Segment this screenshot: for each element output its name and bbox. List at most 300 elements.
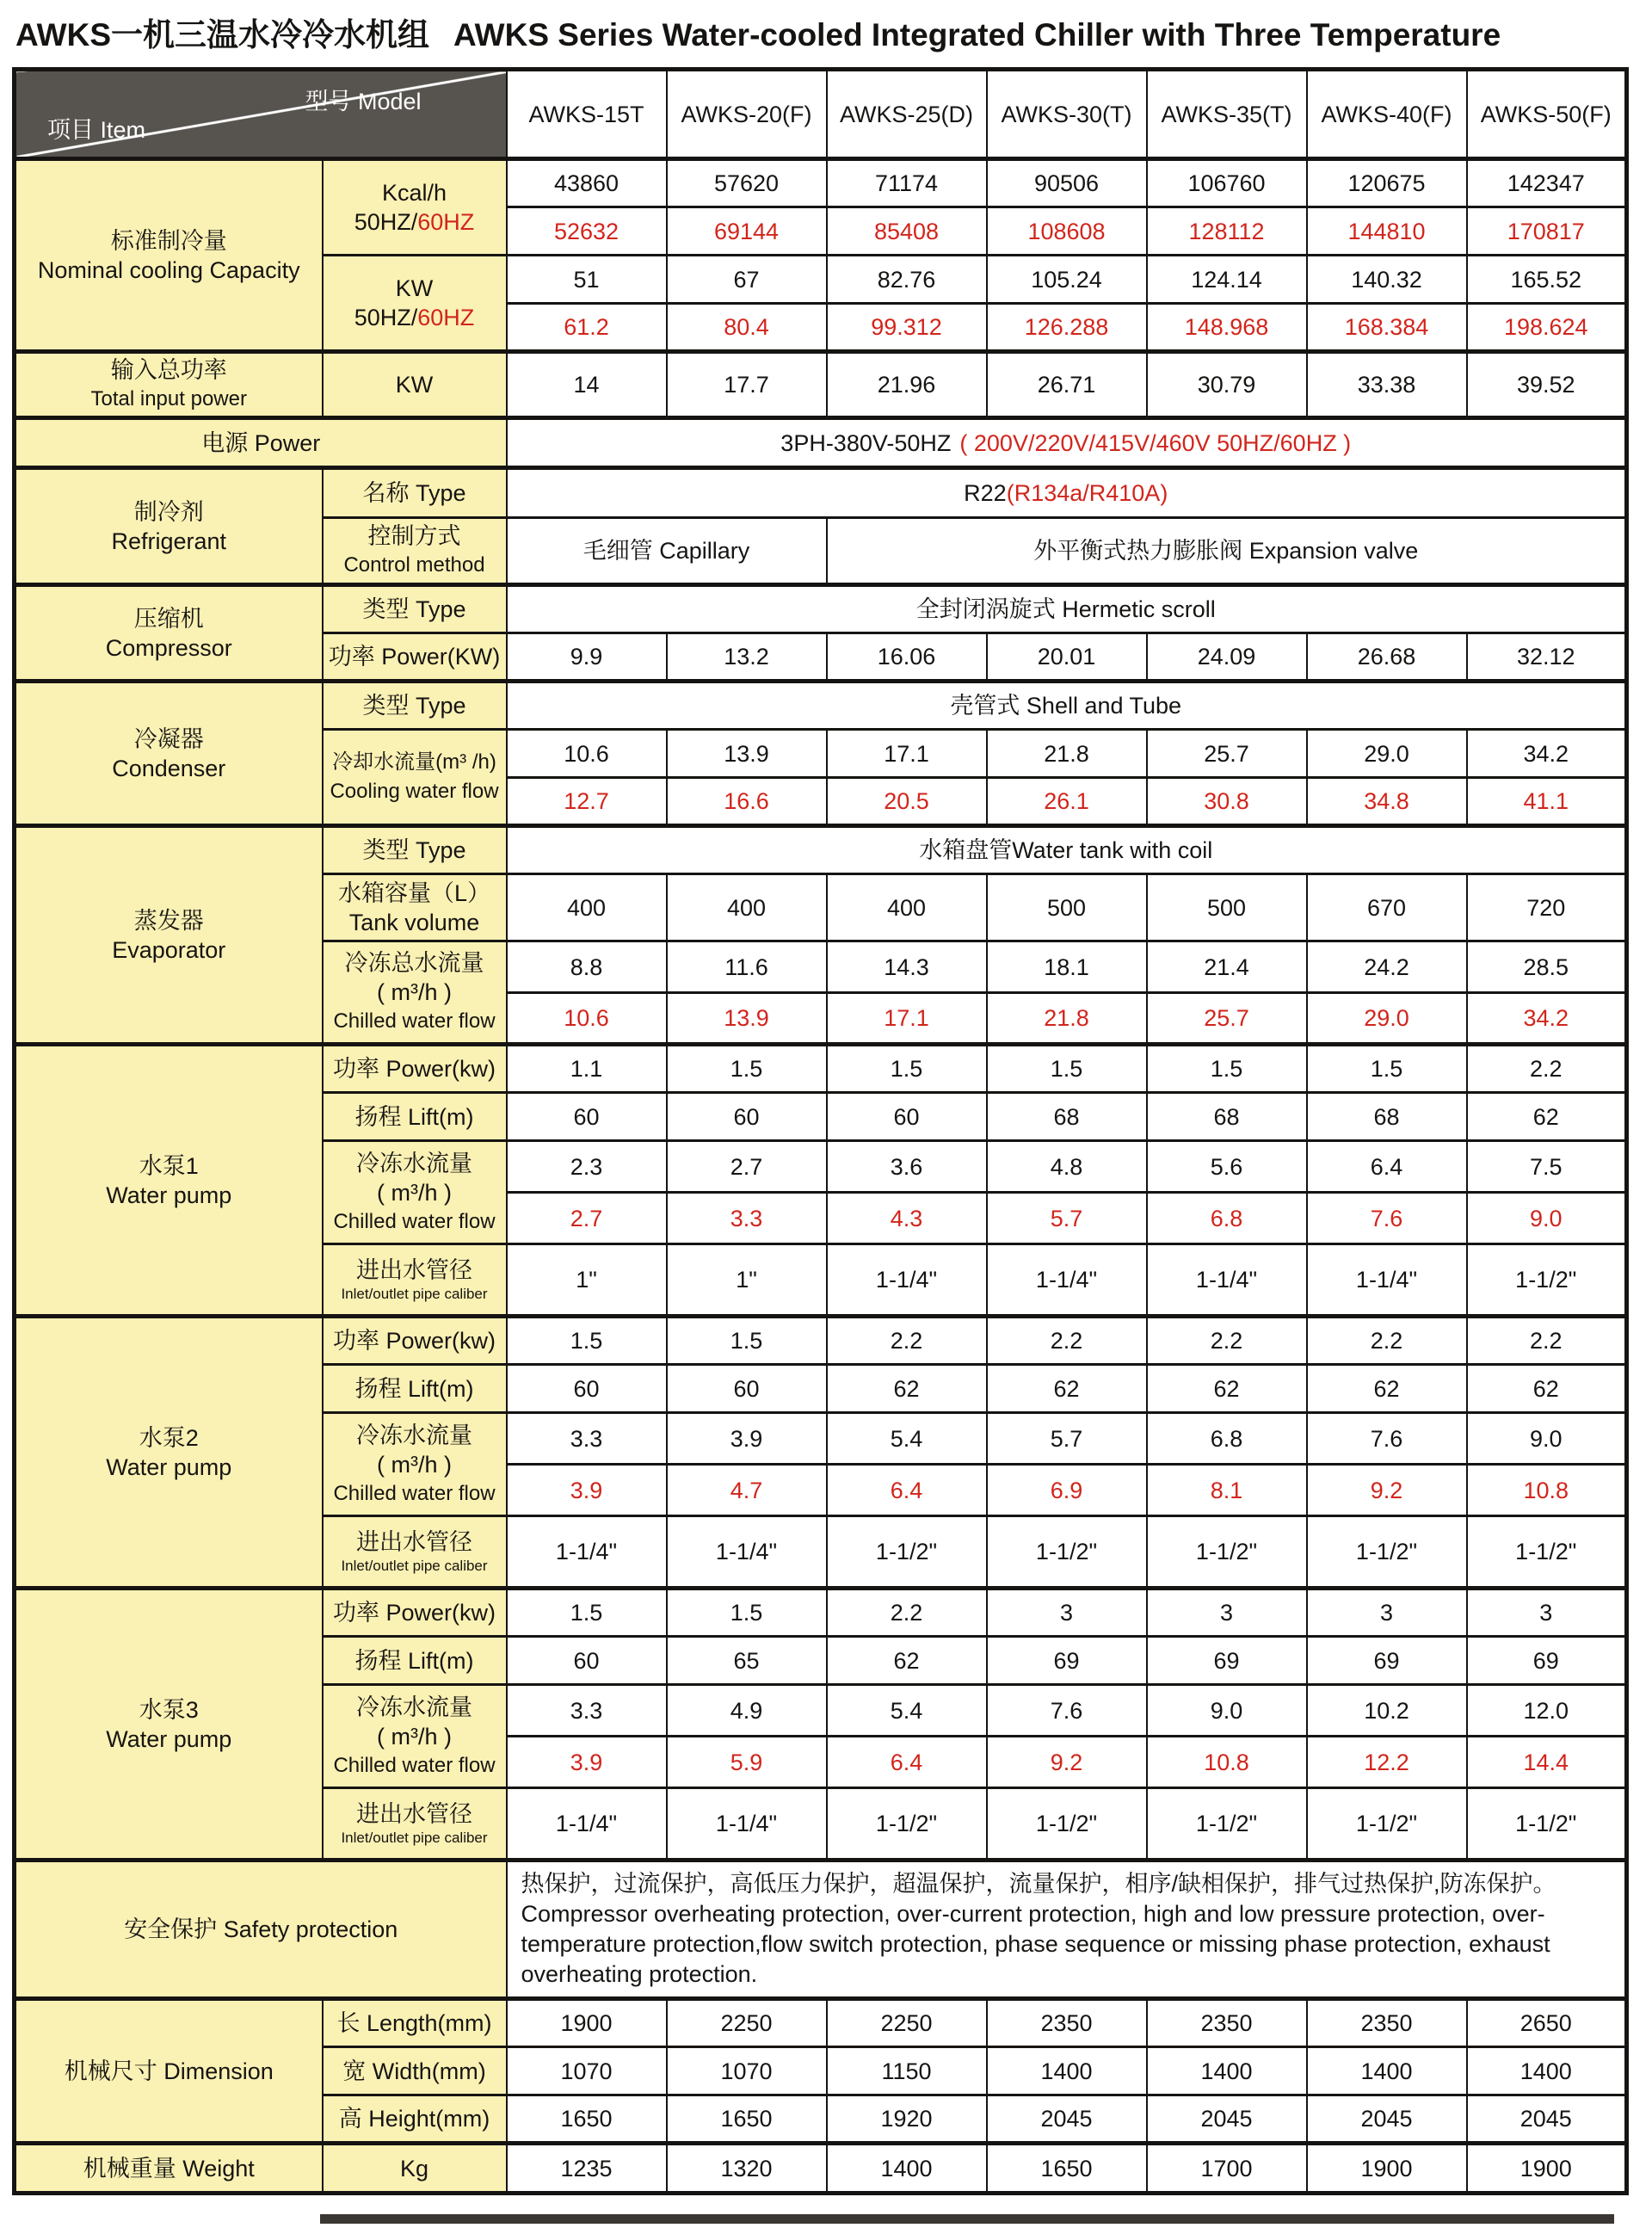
label-weight-unit: Kg <box>323 2144 507 2194</box>
cooling-kw-60hz-value: 198.624 <box>1467 304 1627 352</box>
pump2-pipe-value: 1-1/2" <box>827 1516 987 1589</box>
pump3-lift-value: 69 <box>1467 1637 1627 1685</box>
model-header-label: 型号 Model <box>305 89 422 114</box>
pump2-flow-50hz-value: 3.9 <box>667 1413 827 1465</box>
pump1-pipe-value: 1-1/4" <box>1307 1244 1467 1317</box>
condenser-flow-60hz-value: 16.6 <box>667 778 827 826</box>
flow-label-en: Cooling water flow <box>330 780 499 803</box>
pump2-flow-50hz-value: 5.4 <box>827 1413 987 1465</box>
pump2-power-value: 2.2 <box>827 1317 987 1365</box>
evaporator-flow-60hz-value: 21.8 <box>987 993 1147 1045</box>
cooling-kw-50hz-value: 67 <box>667 256 827 304</box>
table-row <box>15 159 1627 207</box>
evaporator-flow-50hz-value: 11.6 <box>667 941 827 993</box>
pump3-pipe-value: 1-1/2" <box>1147 1788 1307 1861</box>
dimension-length-value: 2250 <box>667 1999 827 2047</box>
pump1-flow-50hz-value: 6.4 <box>1307 1141 1467 1193</box>
pump3-pipe-value: 1-1/4" <box>507 1788 667 1861</box>
model-header-cell: AWKS-50(F) <box>1467 70 1627 159</box>
flow-label-cn: 冷却水流量(m³ /h) <box>332 750 496 774</box>
pump1-power-value: 1.5 <box>827 1045 987 1093</box>
pump3-power-value: 3 <box>1467 1589 1627 1637</box>
dimension-length-value: 2350 <box>987 1999 1147 2047</box>
pump1-flow-60hz-value: 6.8 <box>1147 1193 1307 1244</box>
input-power-value: 30.79 <box>1147 352 1307 418</box>
pump1-flow-50hz-value: 4.8 <box>987 1141 1147 1193</box>
model-header-cell: AWKS-25(D) <box>827 70 987 159</box>
condenser-type-value: 壳管式 Shell and Tube <box>507 682 1627 730</box>
pump2-pipe-value: 1-1/2" <box>1467 1516 1627 1589</box>
pump3-flow-60hz-value: 3.9 <box>507 1737 667 1788</box>
compressor-power-value: 16.06 <box>827 633 987 682</box>
category-label-en: Total input power <box>90 387 247 410</box>
pump1-lift-value: 62 <box>1467 1093 1627 1141</box>
dimension-width-value: 1150 <box>827 2047 987 2095</box>
compressor-power-value: 9.9 <box>507 633 667 682</box>
table-row <box>15 1589 1627 1637</box>
category-label-cn: 压缩机 <box>133 605 204 632</box>
header-corner-cell <box>15 70 507 159</box>
label-pump1-lift: 扬程 Lift(m) <box>323 1093 507 1141</box>
unit-label: Kcal/h <box>381 180 447 206</box>
dimension-height-value: 2045 <box>1147 2095 1307 2144</box>
weight-value: 1320 <box>667 2144 827 2194</box>
category-label-cn: 冷凝器 <box>133 725 204 752</box>
table-row <box>15 418 1627 468</box>
evaporator-flow-60hz-value: 17.1 <box>827 993 987 1045</box>
pump1-flow-60hz-value: 7.6 <box>1307 1193 1467 1244</box>
dimension-width-value: 1400 <box>1147 2047 1307 2095</box>
pump2-flow-50hz-value: 3.3 <box>507 1413 667 1465</box>
unit-label: KW <box>395 275 434 301</box>
pump3-lift-value: 60 <box>507 1637 667 1685</box>
table-row <box>15 1045 1627 1093</box>
pipe-label-en: Inlet/outlet pipe caliber <box>341 1286 488 1302</box>
pipe-label-en: Inlet/outlet pipe caliber <box>341 1830 488 1846</box>
pump1-power-value: 1.5 <box>987 1045 1147 1093</box>
condenser-flow-60hz-value: 34.8 <box>1307 778 1467 826</box>
category-label-en: Nominal cooling Capacity <box>37 256 300 283</box>
pump3-flow-50hz-value: 3.3 <box>507 1685 667 1737</box>
cooling-kw-50hz-value: 51 <box>507 256 667 304</box>
pump1-power-value: 2.2 <box>1467 1045 1627 1093</box>
pump2-lift-value: 60 <box>667 1365 827 1413</box>
pump1-flow-60hz-value: 2.7 <box>507 1193 667 1244</box>
category-nominal-cooling <box>15 159 323 352</box>
pump3-lift-value: 69 <box>987 1637 1147 1685</box>
tank-volume-value: 400 <box>667 874 827 941</box>
table-row <box>15 826 1627 874</box>
label-condenser-flow <box>323 730 507 826</box>
table-row <box>15 1999 1627 2047</box>
pump1-pipe-value: 1-1/4" <box>827 1244 987 1317</box>
model-header-cell: AWKS-35(T) <box>1147 70 1307 159</box>
compressor-power-value: 32.12 <box>1467 633 1627 682</box>
pump2-lift-value: 62 <box>1147 1365 1307 1413</box>
evaporator-flow-60hz-value: 13.9 <box>667 993 827 1045</box>
tank-volume-value: 400 <box>507 874 667 941</box>
flow-label-cn: 冷冻总水流量 <box>344 950 484 976</box>
label-pump1-pipe <box>323 1244 507 1317</box>
category-total-input-power <box>15 352 323 418</box>
pump3-pipe-value: 1-1/2" <box>1467 1788 1627 1861</box>
dimension-width-value: 1070 <box>507 2047 667 2095</box>
category-label-cn: 蒸发器 <box>133 907 204 934</box>
pump3-flow-50hz-value: 4.9 <box>667 1685 827 1737</box>
pump2-lift-value: 62 <box>987 1365 1147 1413</box>
category-label-en: Evaporator <box>112 936 226 963</box>
cooling-kw-50hz-value: 165.52 <box>1467 256 1627 304</box>
compressor-power-value: 26.68 <box>1307 633 1467 682</box>
model-header-cell: AWKS-40(F) <box>1307 70 1467 159</box>
dimension-length-value: 2650 <box>1467 1999 1627 2047</box>
pump2-lift-value: 62 <box>1307 1365 1467 1413</box>
category-label-en: Compressor <box>105 634 232 661</box>
flow-label-en: Chilled water flow <box>333 1209 496 1233</box>
pump1-flow-50hz-value: 3.6 <box>827 1141 987 1193</box>
pump3-pipe-value: 1-1/2" <box>827 1788 987 1861</box>
pump3-flow-60hz-value: 10.8 <box>1147 1737 1307 1788</box>
dimension-height-value: 1650 <box>507 2095 667 2144</box>
pump1-power-value: 1.5 <box>1307 1045 1467 1093</box>
category-label-cn: 水泵2 <box>139 1424 199 1451</box>
pump1-flow-60hz-value: 3.3 <box>667 1193 827 1244</box>
flow-label-unit: ( m³/h ) <box>377 979 452 1005</box>
label-compressor-power: 功率 Power(KW) <box>323 633 507 682</box>
control-label-en: Control method <box>343 553 485 577</box>
category-safety-protection: 安全保护 Safety protection <box>15 1861 507 1999</box>
dimension-width-value: 1070 <box>667 2047 827 2095</box>
table-row <box>15 585 1627 633</box>
pump2-flow-60hz-value: 8.1 <box>1147 1465 1307 1516</box>
pump1-flow-60hz-value: 5.7 <box>987 1193 1147 1244</box>
condenser-flow-60hz-value: 12.7 <box>507 778 667 826</box>
condenser-flow-50hz-value: 13.9 <box>667 730 827 778</box>
pump2-flow-60hz-value: 6.9 <box>987 1465 1147 1516</box>
pump3-lift-value: 65 <box>667 1637 827 1685</box>
cooling-kcal-60hz-value: 69144 <box>667 207 827 256</box>
label-pump2-lift: 扬程 Lift(m) <box>323 1365 507 1413</box>
dimension-height-value: 2045 <box>1467 2095 1627 2144</box>
table-row <box>15 2144 1627 2194</box>
control-expansion-value: 外平衡式热力膨胀阀 Expansion valve <box>827 518 1627 585</box>
evaporator-flow-50hz-value: 28.5 <box>1467 941 1627 993</box>
label-pump2-pipe <box>323 1516 507 1589</box>
pump3-power-value: 1.5 <box>507 1589 667 1637</box>
category-water-pump-3 <box>15 1589 323 1861</box>
cooling-kw-60hz-value: 126.288 <box>987 304 1147 352</box>
flow-label-cn: 冷冻水流量 <box>356 1150 472 1176</box>
tank-volume-value: 670 <box>1307 874 1467 941</box>
page-title-en: AWKS Series Water-cooled Integrated Chiller with Three Temperature <box>453 17 1501 52</box>
pump2-flow-60hz-value: 6.4 <box>827 1465 987 1516</box>
pump1-power-value: 1.5 <box>667 1045 827 1093</box>
dimension-width-value: 1400 <box>1307 2047 1467 2095</box>
safety-text-en: Compressor overheating protection, over-current protection, high and low pressure protection, over-temperature protection,flow switch protection, phase sequence or missing phase protection, exhaust overheating protection. <box>521 1901 1550 1987</box>
category-power-supply: 电源 Power <box>15 418 507 468</box>
evaporator-type-value: 水箱盘管Water tank with coil <box>507 826 1627 874</box>
category-label-cn: 水泵3 <box>139 1696 199 1723</box>
pump1-flow-50hz-value: 2.3 <box>507 1141 667 1193</box>
tank-volume-value: 500 <box>1147 874 1307 941</box>
hz-label: 50HZ/60HZ <box>354 209 475 235</box>
table-row <box>15 468 1627 518</box>
label-compressor-type: 类型 Type <box>323 585 507 633</box>
page-title-cn: AWKS一机三温水冷冷水机组 <box>15 17 429 52</box>
cooling-kw-60hz-value: 80.4 <box>667 304 827 352</box>
table-row <box>15 1317 1627 1365</box>
cooling-kw-60hz-value: 148.968 <box>1147 304 1307 352</box>
input-power-value: 17.7 <box>667 352 827 418</box>
category-label-cn: 水泵1 <box>139 1152 199 1179</box>
cooling-kw-50hz-value: 124.14 <box>1147 256 1307 304</box>
pump3-flow-60hz-value: 12.2 <box>1307 1737 1467 1788</box>
category-compressor <box>15 585 323 682</box>
pump1-pipe-value: 1-1/4" <box>987 1244 1147 1317</box>
cooling-kcal-50hz-value: 71174 <box>827 159 987 207</box>
pump3-flow-60hz-value: 14.4 <box>1467 1737 1627 1788</box>
input-power-value: 33.38 <box>1307 352 1467 418</box>
pump2-flow-50hz-value: 9.0 <box>1467 1413 1627 1465</box>
evaporator-flow-60hz-value: 10.6 <box>507 993 667 1045</box>
pump3-lift-value: 62 <box>827 1637 987 1685</box>
label-input-power-unit: KW <box>323 352 507 418</box>
pump3-flow-50hz-value: 10.2 <box>1307 1685 1467 1737</box>
cooling-kw-60hz-value: 61.2 <box>507 304 667 352</box>
input-power-value: 21.96 <box>827 352 987 418</box>
weight-value: 1235 <box>507 2144 667 2194</box>
label-pump1-power: 功率 Power(kw) <box>323 1045 507 1093</box>
evaporator-flow-50hz-value: 18.1 <box>987 941 1147 993</box>
dimension-height-value: 2045 <box>987 2095 1147 2144</box>
pump2-flow-60hz-value: 4.7 <box>667 1465 827 1516</box>
pump1-pipe-value: 1" <box>667 1244 827 1317</box>
compressor-power-value: 20.01 <box>987 633 1147 682</box>
evaporator-flow-60hz-value: 34.2 <box>1467 993 1627 1045</box>
dimension-length-value: 1900 <box>507 1999 667 2047</box>
pump1-power-value: 1.5 <box>1147 1045 1307 1093</box>
dimension-height-value: 2045 <box>1307 2095 1467 2144</box>
weight-value: 1650 <box>987 2144 1147 2194</box>
page-title <box>15 9 1652 55</box>
pump3-flow-50hz-value: 7.6 <box>987 1685 1147 1737</box>
pump1-pipe-value: 1-1/2" <box>1467 1244 1627 1317</box>
tank-volume-value: 500 <box>987 874 1147 941</box>
category-label-en: Water pump <box>106 1453 232 1480</box>
category-label-en: Condenser <box>112 755 226 781</box>
pump1-lift-value: 60 <box>507 1093 667 1141</box>
pipe-label-cn: 进出水管径 <box>356 1801 472 1827</box>
category-evaporator <box>15 826 323 1045</box>
pump2-flow-60hz-value: 10.8 <box>1467 1465 1627 1516</box>
category-label-en: Refrigerant <box>111 528 227 554</box>
label-condenser-type: 类型 Type <box>323 682 507 730</box>
pump1-flow-50hz-value: 5.6 <box>1147 1141 1307 1193</box>
pump2-power-value: 1.5 <box>667 1317 827 1365</box>
category-water-pump-1 <box>15 1045 323 1317</box>
weight-value: 1900 <box>1467 2144 1627 2194</box>
flow-label-unit: ( m³/h ) <box>377 1179 452 1206</box>
pump3-flow-60hz-value: 6.4 <box>827 1737 987 1788</box>
category-water-pump-2 <box>15 1317 323 1589</box>
label-length: 长 Length(mm) <box>323 1999 507 2047</box>
cooling-kcal-50hz-value: 43860 <box>507 159 667 207</box>
compressor-type-value: 全封闭涡旋式 Hermetic scroll <box>507 585 1627 633</box>
input-power-value: 39.52 <box>1467 352 1627 418</box>
cooling-kcal-50hz-value: 142347 <box>1467 159 1627 207</box>
evaporator-flow-60hz-value: 29.0 <box>1307 993 1467 1045</box>
condenser-flow-50hz-value: 17.1 <box>827 730 987 778</box>
flow-label-unit: ( m³/h ) <box>377 1451 452 1478</box>
table-row <box>15 1861 1627 1999</box>
pump3-power-value: 2.2 <box>827 1589 987 1637</box>
cooling-kcal-60hz-value: 144810 <box>1307 207 1467 256</box>
pump2-flow-50hz-value: 5.7 <box>987 1413 1147 1465</box>
pump1-lift-value: 68 <box>1147 1093 1307 1141</box>
pump2-pipe-value: 1-1/2" <box>1147 1516 1307 1589</box>
tank-label-cn: 水箱容量（L） <box>337 879 491 906</box>
tank-volume-value: 400 <box>827 874 987 941</box>
dimension-length-value: 2350 <box>1307 1999 1467 2047</box>
category-label-en: Water pump <box>106 1182 232 1208</box>
table-row <box>15 682 1627 730</box>
label-control-method <box>323 518 507 585</box>
label-refrigerant-name: 名称 Type <box>323 468 507 518</box>
dimension-width-value: 1400 <box>987 2047 1147 2095</box>
pump1-power-value: 1.1 <box>507 1045 667 1093</box>
pump3-lift-value: 69 <box>1307 1637 1467 1685</box>
label-tank-volume <box>323 874 507 941</box>
pump2-pipe-value: 1-1/4" <box>507 1516 667 1589</box>
dimension-height-value: 1920 <box>827 2095 987 2144</box>
pump3-flow-50hz-value: 12.0 <box>1467 1685 1627 1737</box>
pump2-power-value: 2.2 <box>987 1317 1147 1365</box>
condenser-flow-60hz-value: 41.1 <box>1467 778 1627 826</box>
table-row <box>15 70 1627 159</box>
label-pump3-flow <box>323 1685 507 1788</box>
pump2-pipe-value: 1-1/2" <box>1307 1516 1467 1589</box>
pump1-pipe-value: 1" <box>507 1244 667 1317</box>
cooling-kcal-60hz-value: 85408 <box>827 207 987 256</box>
category-label-cn: 输入总功率 <box>110 357 227 383</box>
power-supply-black: 3PH-380V-50HZ <box>780 429 952 456</box>
flow-label-en: Chilled water flow <box>333 1009 496 1033</box>
evaporator-flow-50hz-value: 8.8 <box>507 941 667 993</box>
item-header-label: 项目 Item <box>47 117 146 143</box>
cooling-kw-50hz-value: 140.32 <box>1307 256 1467 304</box>
label-pump1-flow <box>323 1141 507 1244</box>
flow-label-cn: 冷冻水流量 <box>356 1422 472 1448</box>
tank-volume-value: 720 <box>1467 874 1627 941</box>
pipe-label-cn: 进出水管径 <box>356 1529 472 1555</box>
category-dimension: 机械尺寸 Dimension <box>15 1999 323 2144</box>
input-power-value: 14 <box>507 352 667 418</box>
label-pump3-lift: 扬程 Lift(m) <box>323 1637 507 1685</box>
pump3-pipe-value: 1-1/2" <box>1307 1788 1467 1861</box>
model-header-cell: AWKS-30(T) <box>987 70 1147 159</box>
pump3-lift-value: 69 <box>1147 1637 1307 1685</box>
pump1-lift-value: 60 <box>667 1093 827 1141</box>
condenser-flow-50hz-value: 29.0 <box>1307 730 1467 778</box>
condenser-flow-60hz-value: 26.1 <box>987 778 1147 826</box>
pump3-pipe-value: 1-1/4" <box>667 1788 827 1861</box>
model-header-cell: AWKS-15T <box>507 70 667 159</box>
pipe-label-en: Inlet/outlet pipe caliber <box>341 1558 488 1574</box>
pump2-flow-60hz-value: 3.9 <box>507 1465 667 1516</box>
refrigerant-red: (R134a/R410A) <box>1006 480 1168 506</box>
pump2-lift-value: 62 <box>827 1365 987 1413</box>
spec-table <box>12 67 1629 2195</box>
pump2-power-value: 2.2 <box>1147 1317 1307 1365</box>
category-label-en: Water pump <box>106 1725 232 1752</box>
pump1-pipe-value: 1-1/4" <box>1147 1244 1307 1317</box>
pump3-flow-50hz-value: 9.0 <box>1147 1685 1307 1737</box>
weight-value: 1400 <box>827 2144 987 2194</box>
pump3-pipe-value: 1-1/2" <box>987 1788 1147 1861</box>
condenser-flow-60hz-value: 20.5 <box>827 778 987 826</box>
pump3-flow-60hz-value: 5.9 <box>667 1737 827 1788</box>
evaporator-flow-50hz-value: 24.2 <box>1307 941 1467 993</box>
pump2-power-value: 2.2 <box>1307 1317 1467 1365</box>
cooling-kw-60hz-value: 168.384 <box>1307 304 1467 352</box>
pump2-power-value: 2.2 <box>1467 1317 1627 1365</box>
label-pump2-power: 功率 Power(kw) <box>323 1317 507 1365</box>
safety-text-cn: 热保护，过流保护，高低压力保护，超温保护，流量保护，相序/缺相保护，排气过热保护,防冻保护。 <box>521 1871 1556 1897</box>
pump3-flow-50hz-value: 5.4 <box>827 1685 987 1737</box>
label-kw-unit <box>323 256 507 352</box>
label-pump3-pipe <box>323 1788 507 1861</box>
dimension-length-value: 2250 <box>827 1999 987 2047</box>
pump2-pipe-value: 1-1/2" <box>987 1516 1147 1589</box>
next-section-edge <box>320 2214 1614 2224</box>
input-power-value: 26.71 <box>987 352 1147 418</box>
category-weight: 机械重量 Weight <box>15 2144 323 2194</box>
pump2-lift-value: 60 <box>507 1365 667 1413</box>
cooling-kw-60hz-value: 99.312 <box>827 304 987 352</box>
cooling-kcal-60hz-value: 170817 <box>1467 207 1627 256</box>
label-evaporator-type: 类型 Type <box>323 826 507 874</box>
pump2-flow-50hz-value: 6.8 <box>1147 1413 1307 1465</box>
pump1-lift-value: 68 <box>1307 1093 1467 1141</box>
weight-value: 1900 <box>1307 2144 1467 2194</box>
pump3-power-value: 3 <box>1147 1589 1307 1637</box>
condenser-flow-60hz-value: 30.8 <box>1147 778 1307 826</box>
power-supply-red: ( 200V/220V/415V/460V 50HZ/60HZ ) <box>959 429 1352 456</box>
evaporator-flow-60hz-value: 25.7 <box>1147 993 1307 1045</box>
pump1-flow-50hz-value: 7.5 <box>1467 1141 1627 1193</box>
cooling-kcal-50hz-value: 90506 <box>987 159 1147 207</box>
control-capillary-value: 毛细管 Capillary <box>507 518 827 585</box>
condenser-flow-50hz-value: 34.2 <box>1467 730 1627 778</box>
pump2-pipe-value: 1-1/4" <box>667 1516 827 1589</box>
cooling-kw-50hz-value: 105.24 <box>987 256 1147 304</box>
compressor-power-value: 13.2 <box>667 633 827 682</box>
dimension-width-value: 1400 <box>1467 2047 1627 2095</box>
condenser-flow-50hz-value: 25.7 <box>1147 730 1307 778</box>
pump1-lift-value: 68 <box>987 1093 1147 1141</box>
pump1-flow-50hz-value: 2.7 <box>667 1141 827 1193</box>
pipe-label-cn: 进出水管径 <box>356 1257 472 1283</box>
pump3-flow-60hz-value: 9.2 <box>987 1737 1147 1788</box>
cooling-kcal-50hz-value: 106760 <box>1147 159 1307 207</box>
pump2-lift-value: 62 <box>1467 1365 1627 1413</box>
condenser-flow-50hz-value: 21.8 <box>987 730 1147 778</box>
cooling-kcal-60hz-value: 52632 <box>507 207 667 256</box>
cooling-kcal-50hz-value: 120675 <box>1307 159 1467 207</box>
label-pump3-power: 功率 Power(kw) <box>323 1589 507 1637</box>
control-label-cn: 控制方式 <box>367 523 461 549</box>
model-header-cell: AWKS-20(F) <box>667 70 827 159</box>
